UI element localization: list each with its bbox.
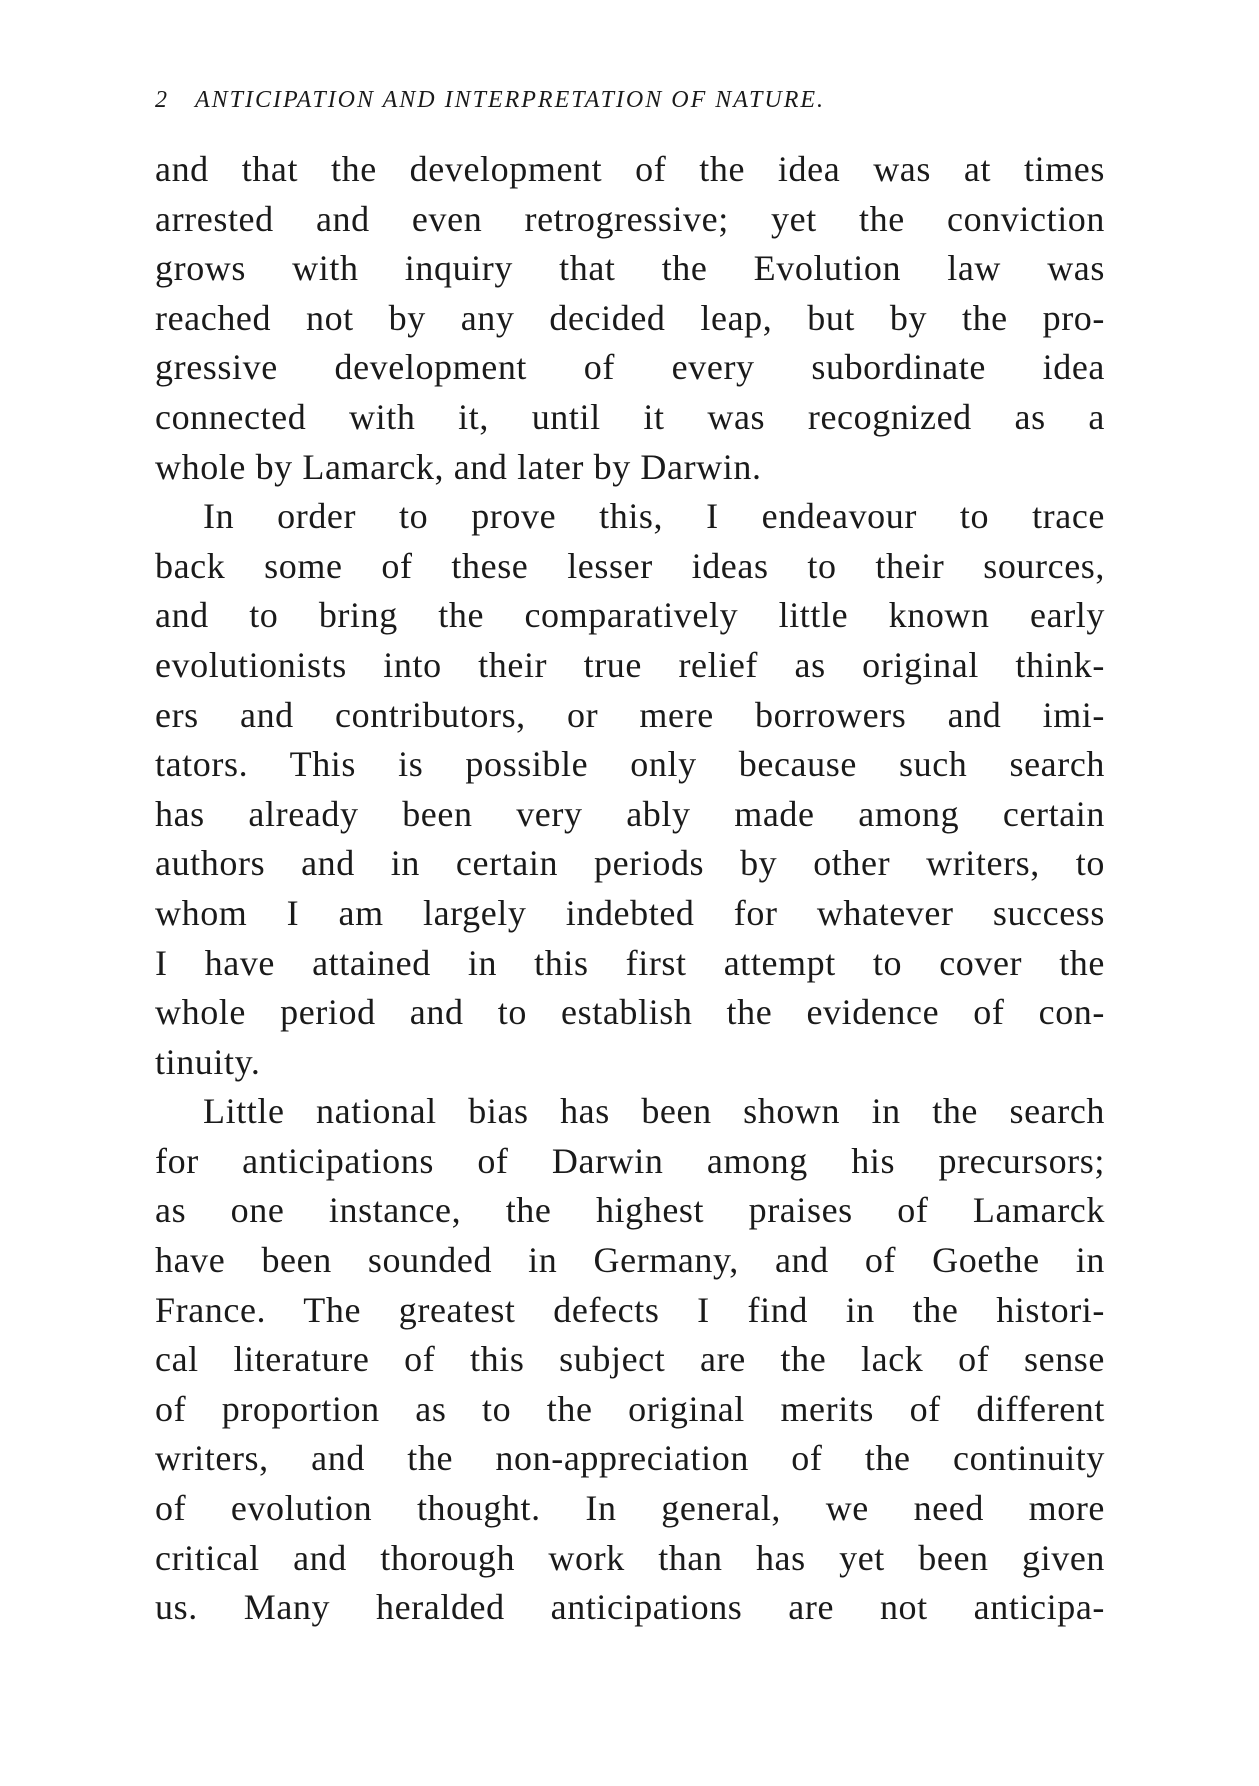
text-line: France. The greatest defects I find in the histori- [155,1289,1105,1330]
text-line: have been sounded in Germany, and of Goethe in [155,1240,1105,1281]
text-line: and that the development of the idea was at times [155,149,1105,189]
page-body [155,145,1105,1633]
text-line: cal literature of this subject are the lack of sense [155,1339,1105,1380]
text-line: whom I am largely indebted for whatever success [155,892,1105,933]
text-line: of proportion as to the original merits of different [155,1388,1105,1429]
text-line: arrested and even retrogressive; yet the conviction [155,198,1105,239]
text-line: back some of these lesser ideas to their sources, [155,545,1105,586]
text-line: gressive development of every subordinate idea [155,347,1105,388]
text-line: us. Many heralded anticipations are not anticipa- [155,1587,1105,1628]
text-line: I have attained in this first attempt to cover the [155,942,1105,983]
running-title: ANTICIPATION AND INTERPRETATION OF NATURE. [195,87,826,113]
text-line: reached not by any decided leap, but by the pro- [155,297,1105,338]
text-line: In order to prove this, I endeavour to trace [203,496,1105,537]
text-line: whole by Lamarck, and later by Darwin. [155,446,762,487]
text-line: of evolution thought. In general, we need more [155,1488,1105,1529]
text-line: writers, and the non-appreciation of the continuity [155,1438,1105,1479]
text-line: whole period and to establish the evidence of con- [155,992,1105,1033]
text-line: tators. This is possible only because such search [155,744,1105,785]
text-line: critical and thorough work than has yet been given [155,1537,1105,1578]
running-header [155,80,1105,120]
paragraph [155,1087,1105,1633]
text-line: connected with it, until it was recognized as a [155,396,1105,437]
paragraph [155,145,1105,492]
text-line: Little national bias has been shown in the search [203,1091,1105,1132]
page-number: 2 [155,87,169,113]
text-line: has already been very ably made among certain [155,793,1105,834]
text-line: grows with inquiry that the Evolution law was [155,248,1105,289]
text-line: as one instance, the highest praises of Lamarck [155,1190,1105,1231]
text-line: evolutionists into their true relief as original think- [155,644,1105,685]
paragraph [155,492,1105,1087]
text-line: tinuity. [155,1041,261,1082]
text-line: for anticipations of Darwin among his precursors; [155,1140,1105,1181]
text-line: and to bring the comparatively little known early [155,595,1105,636]
text-line: ers and contributors, or mere borrowers and imi- [155,694,1105,735]
text-line: authors and in certain periods by other writers, to [155,843,1105,884]
